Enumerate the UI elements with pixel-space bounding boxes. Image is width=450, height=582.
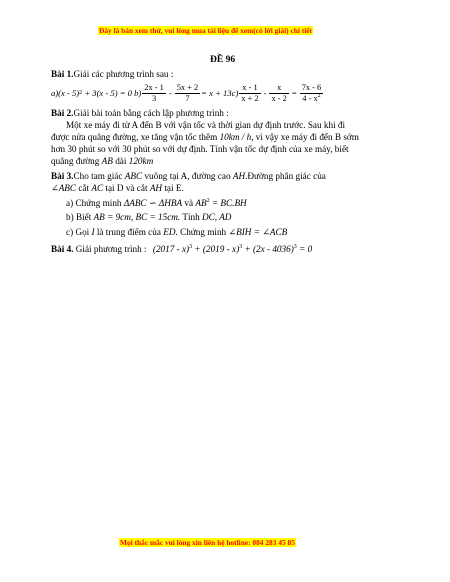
minus-sign-2: - xyxy=(263,88,267,98)
bai2-text: Giải bài toán bằng cách lập phương trình : xyxy=(73,108,229,118)
fraction-1-denominator: 3 xyxy=(151,93,157,103)
bai3-ac-math: AC xyxy=(91,183,104,193)
bai4-exp-1: 3 xyxy=(189,243,193,250)
bai2-line-2b: , vì vậy xe máy đi đến B sớm xyxy=(251,132,359,142)
fraction-4-denominator: x - 2 xyxy=(271,93,287,103)
eq-b-rest: = x + 13 xyxy=(201,88,232,98)
minus-sign: - xyxy=(168,88,172,98)
fraction-5 xyxy=(300,83,324,104)
bai4-term-4: = 0 xyxy=(296,244,313,254)
fraction-3-numerator: x - 1 xyxy=(239,83,260,94)
bai3-item-a-mid: và xyxy=(182,198,196,208)
eq-a-prefix: a) xyxy=(51,88,59,98)
bai3-item-a-ab-math: AB xyxy=(195,198,207,208)
bai2-line-4b: dài xyxy=(112,156,129,166)
bai1-label: Bài 1. xyxy=(51,69,74,79)
bai3-text-c: .Đường phân giác của xyxy=(245,171,326,181)
fraction-2-denominator: 7 xyxy=(185,93,190,103)
bai1-heading xyxy=(51,68,173,80)
eq-a-rest: + 3(x - 5) = 0 xyxy=(82,88,132,98)
bai3-text-a: Cho tam giác xyxy=(73,171,125,181)
bai3-item-a-product-math: = BC.BH xyxy=(209,198,247,208)
bai3-item-c-ed-math: ED. xyxy=(163,227,178,237)
bai3-item-c-angle-math: ∠BIH = ∠ACB xyxy=(228,227,288,237)
bai3-angle-abc-math: ∠ABC xyxy=(51,183,77,193)
eq-b-prefix: b) xyxy=(131,88,142,98)
bai3-line-2b: tại D và cắt xyxy=(103,183,150,193)
bai3-item-c-mid: là trung điểm của xyxy=(94,227,164,237)
bai3-item-b-label: b) xyxy=(66,212,74,222)
fraction-2 xyxy=(175,83,200,104)
bai3-item-b-mid: Tính xyxy=(180,212,202,222)
bai2-line-1: Một xe máy đi từ A đến B với vận tốc và thời gian dự định trước. Sau khi đi xyxy=(66,120,346,130)
fraction-4-numerator: x xyxy=(269,83,288,94)
bai3-ah-math: AH xyxy=(232,171,246,181)
bai4-label: Bài 4. xyxy=(51,244,74,254)
bai3-item-c-text: Gọi xyxy=(73,227,92,237)
bai4-exp-2: 3 xyxy=(239,243,243,250)
bai3-abc-math: ABC xyxy=(124,171,143,181)
bai3-item-b-given-math: AB = 9cm, BC = 15cm. xyxy=(93,212,181,222)
header-banner: Đây là bản xem thử, vui lòng mua tài liệu để xem(có lời giải) chi tiết xyxy=(99,26,312,35)
bai3-item-a xyxy=(66,197,247,209)
footer-banner: Mọi thắc mắc vui lòng xin liên hệ hotline: 084 283 45 85 xyxy=(120,538,295,547)
bai3-item-c-mid2: Chứng minh xyxy=(177,227,229,237)
bai3-item-b-text: Biết xyxy=(73,212,94,222)
bai4-exp-3: 3 xyxy=(293,243,297,250)
bai3-item-b xyxy=(66,211,231,223)
bai2-line-4a: quãng đường xyxy=(51,156,102,166)
bai2-heading xyxy=(51,107,229,119)
bai3-ah-math-2: AH xyxy=(149,183,163,193)
bai1-equations: a) (x - 5) 2 + 3(x - 5) = 0 b) $\frac{2x - 1}{3}$ - $\frac{5x + 2}{7}$ = x + 13 c) $\frac{x - 1}{x + 2}$ - $\frac{x}{x - 2}$ = $\frac{7x - 6}{4 - x^2}$ xyxy=(51,82,322,103)
bai2-line-3: hơn 30 phút so với 30 phút so với dự định. Tính vận tốc dự định của xe máy, biết xyxy=(51,144,349,154)
bai3-item-a-label: a) xyxy=(66,198,74,208)
bai4-term-2: + (2019 - x) xyxy=(192,244,240,254)
bai3-item-a-text: Chứng minh xyxy=(73,198,124,208)
bai3-item-a-similar-math: ΔABC ∽ ΔHBA xyxy=(123,198,183,208)
exam-title: ĐỀ 96 xyxy=(210,55,236,65)
fraction-3-denominator: x + 2 xyxy=(241,93,259,103)
bai3-text-b: vuông tại A, đường cao xyxy=(142,171,233,181)
bai3-item-c xyxy=(66,226,287,238)
bai2-label: Bài 2. xyxy=(51,108,74,118)
bai4-term-3: + (2x - 4036) xyxy=(242,244,294,254)
bai1-text: Giải các phương trình sau : xyxy=(73,69,174,79)
bai2-line-2 xyxy=(51,131,359,143)
eq-c-prefix: c) xyxy=(231,88,239,98)
bai4-line xyxy=(51,243,312,255)
fraction-5-numerator: 7x - 6 xyxy=(301,82,322,92)
bai4-term-1: (2017 - x) xyxy=(152,244,190,254)
bai3-line-2a: cắt xyxy=(76,183,92,193)
bai2-speed-math: 10km / h xyxy=(219,132,252,142)
fraction-1 xyxy=(142,83,166,104)
bai3-item-c-i-math: I xyxy=(91,227,95,237)
bai4-text: Giải phương trình : xyxy=(73,244,149,254)
equals-sign: = xyxy=(291,88,297,98)
bai2-line-4 xyxy=(51,155,153,167)
fraction-5-denominator-exponent: 2 xyxy=(317,92,321,99)
fraction-4 xyxy=(269,83,288,104)
bai3-item-a-exponent: 2 xyxy=(206,197,210,204)
fraction-2-numerator: 5x + 2 xyxy=(176,82,199,92)
bai3-item-c-label: c) xyxy=(66,227,74,237)
bai2-ab-math: AB xyxy=(101,156,113,166)
fraction-5-denominator xyxy=(300,94,324,104)
bai3-line-2 xyxy=(51,182,184,194)
bai2-line-2a: được nửa quãng đường, xe tăng vận tốc thêm xyxy=(51,132,220,142)
fraction-1-numerator: 2x - 1 xyxy=(144,82,164,92)
bai3-label: Bài 3. xyxy=(51,171,74,181)
fraction-5-denominator-base: 4 - x xyxy=(302,93,318,103)
bai3-line-2c: tại E. xyxy=(162,183,184,193)
eq-a-main: (x - 5) xyxy=(58,88,80,98)
fraction-3 xyxy=(239,83,260,104)
bai2-distance-math: 120km xyxy=(128,156,154,166)
bai3-line-1 xyxy=(51,170,326,182)
bai3-item-b-find-math: DC, AD xyxy=(202,212,232,222)
